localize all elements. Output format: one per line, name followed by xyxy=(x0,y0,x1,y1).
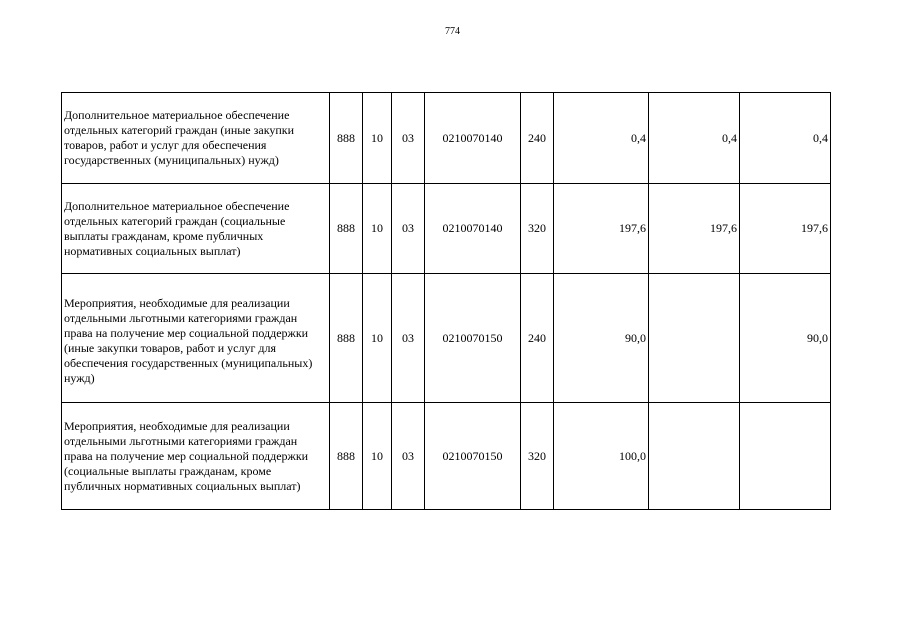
budget-table xyxy=(61,92,831,510)
table-row xyxy=(62,184,831,274)
row-description: Дополнительное материальное обеспечение отдельных категорий граждан (иные закупки товаров, работ и услуг для обеспечения государственных (муниципальных) нужд) xyxy=(62,93,330,184)
amount-cell: 90,0 xyxy=(740,274,831,403)
subsection-code: 03 xyxy=(392,403,425,510)
ministry-code: 888 xyxy=(330,274,363,403)
section-code: 10 xyxy=(363,274,392,403)
ministry-code: 888 xyxy=(330,93,363,184)
section-code: 10 xyxy=(363,403,392,510)
expense-type: 320 xyxy=(521,403,554,510)
section-code: 10 xyxy=(363,184,392,274)
expense-type: 320 xyxy=(521,184,554,274)
expense-type: 240 xyxy=(521,274,554,403)
target-article: 0210070150 xyxy=(425,274,521,403)
amount-cell xyxy=(649,274,740,403)
table-row xyxy=(62,403,831,510)
page-number: 774 xyxy=(445,26,460,37)
target-article: 0210070150 xyxy=(425,403,521,510)
amount-cell: 100,0 xyxy=(554,403,649,510)
table-row xyxy=(62,93,831,184)
amount-cell: 197,6 xyxy=(649,184,740,274)
ministry-code: 888 xyxy=(330,403,363,510)
amount-cell xyxy=(649,403,740,510)
target-article: 0210070140 xyxy=(425,184,521,274)
subsection-code: 03 xyxy=(392,274,425,403)
section-code: 10 xyxy=(363,93,392,184)
subsection-code: 03 xyxy=(392,93,425,184)
amount-cell: 197,6 xyxy=(740,184,831,274)
amount-cell xyxy=(740,403,831,510)
amount-cell: 90,0 xyxy=(554,274,649,403)
target-article: 0210070140 xyxy=(425,93,521,184)
amount-cell: 0,4 xyxy=(554,93,649,184)
expense-type: 240 xyxy=(521,93,554,184)
amount-cell: 197,6 xyxy=(554,184,649,274)
row-description: Мероприятия, необходимые для реализации отдельными льготными категориями граждан права на получение мер социальной поддержки (социальные выплаты гражданам, кроме публичных нормативных социальных выплат) xyxy=(62,403,330,510)
row-description: Мероприятия, необходимые для реализации отдельными льготными категориями граждан права на получение мер социальной поддержки (иные закупки товаров, работ и услуг для обеспечения государственных (муниципальных) нужд) xyxy=(62,274,330,403)
amount-cell: 0,4 xyxy=(649,93,740,184)
ministry-code: 888 xyxy=(330,184,363,274)
table-row xyxy=(62,274,831,403)
subsection-code: 03 xyxy=(392,184,425,274)
row-description: Дополнительное материальное обеспечение отдельных категорий граждан (социальные выплаты гражданам, кроме публичных нормативных социальных выплат) xyxy=(62,184,330,274)
amount-cell: 0,4 xyxy=(740,93,831,184)
